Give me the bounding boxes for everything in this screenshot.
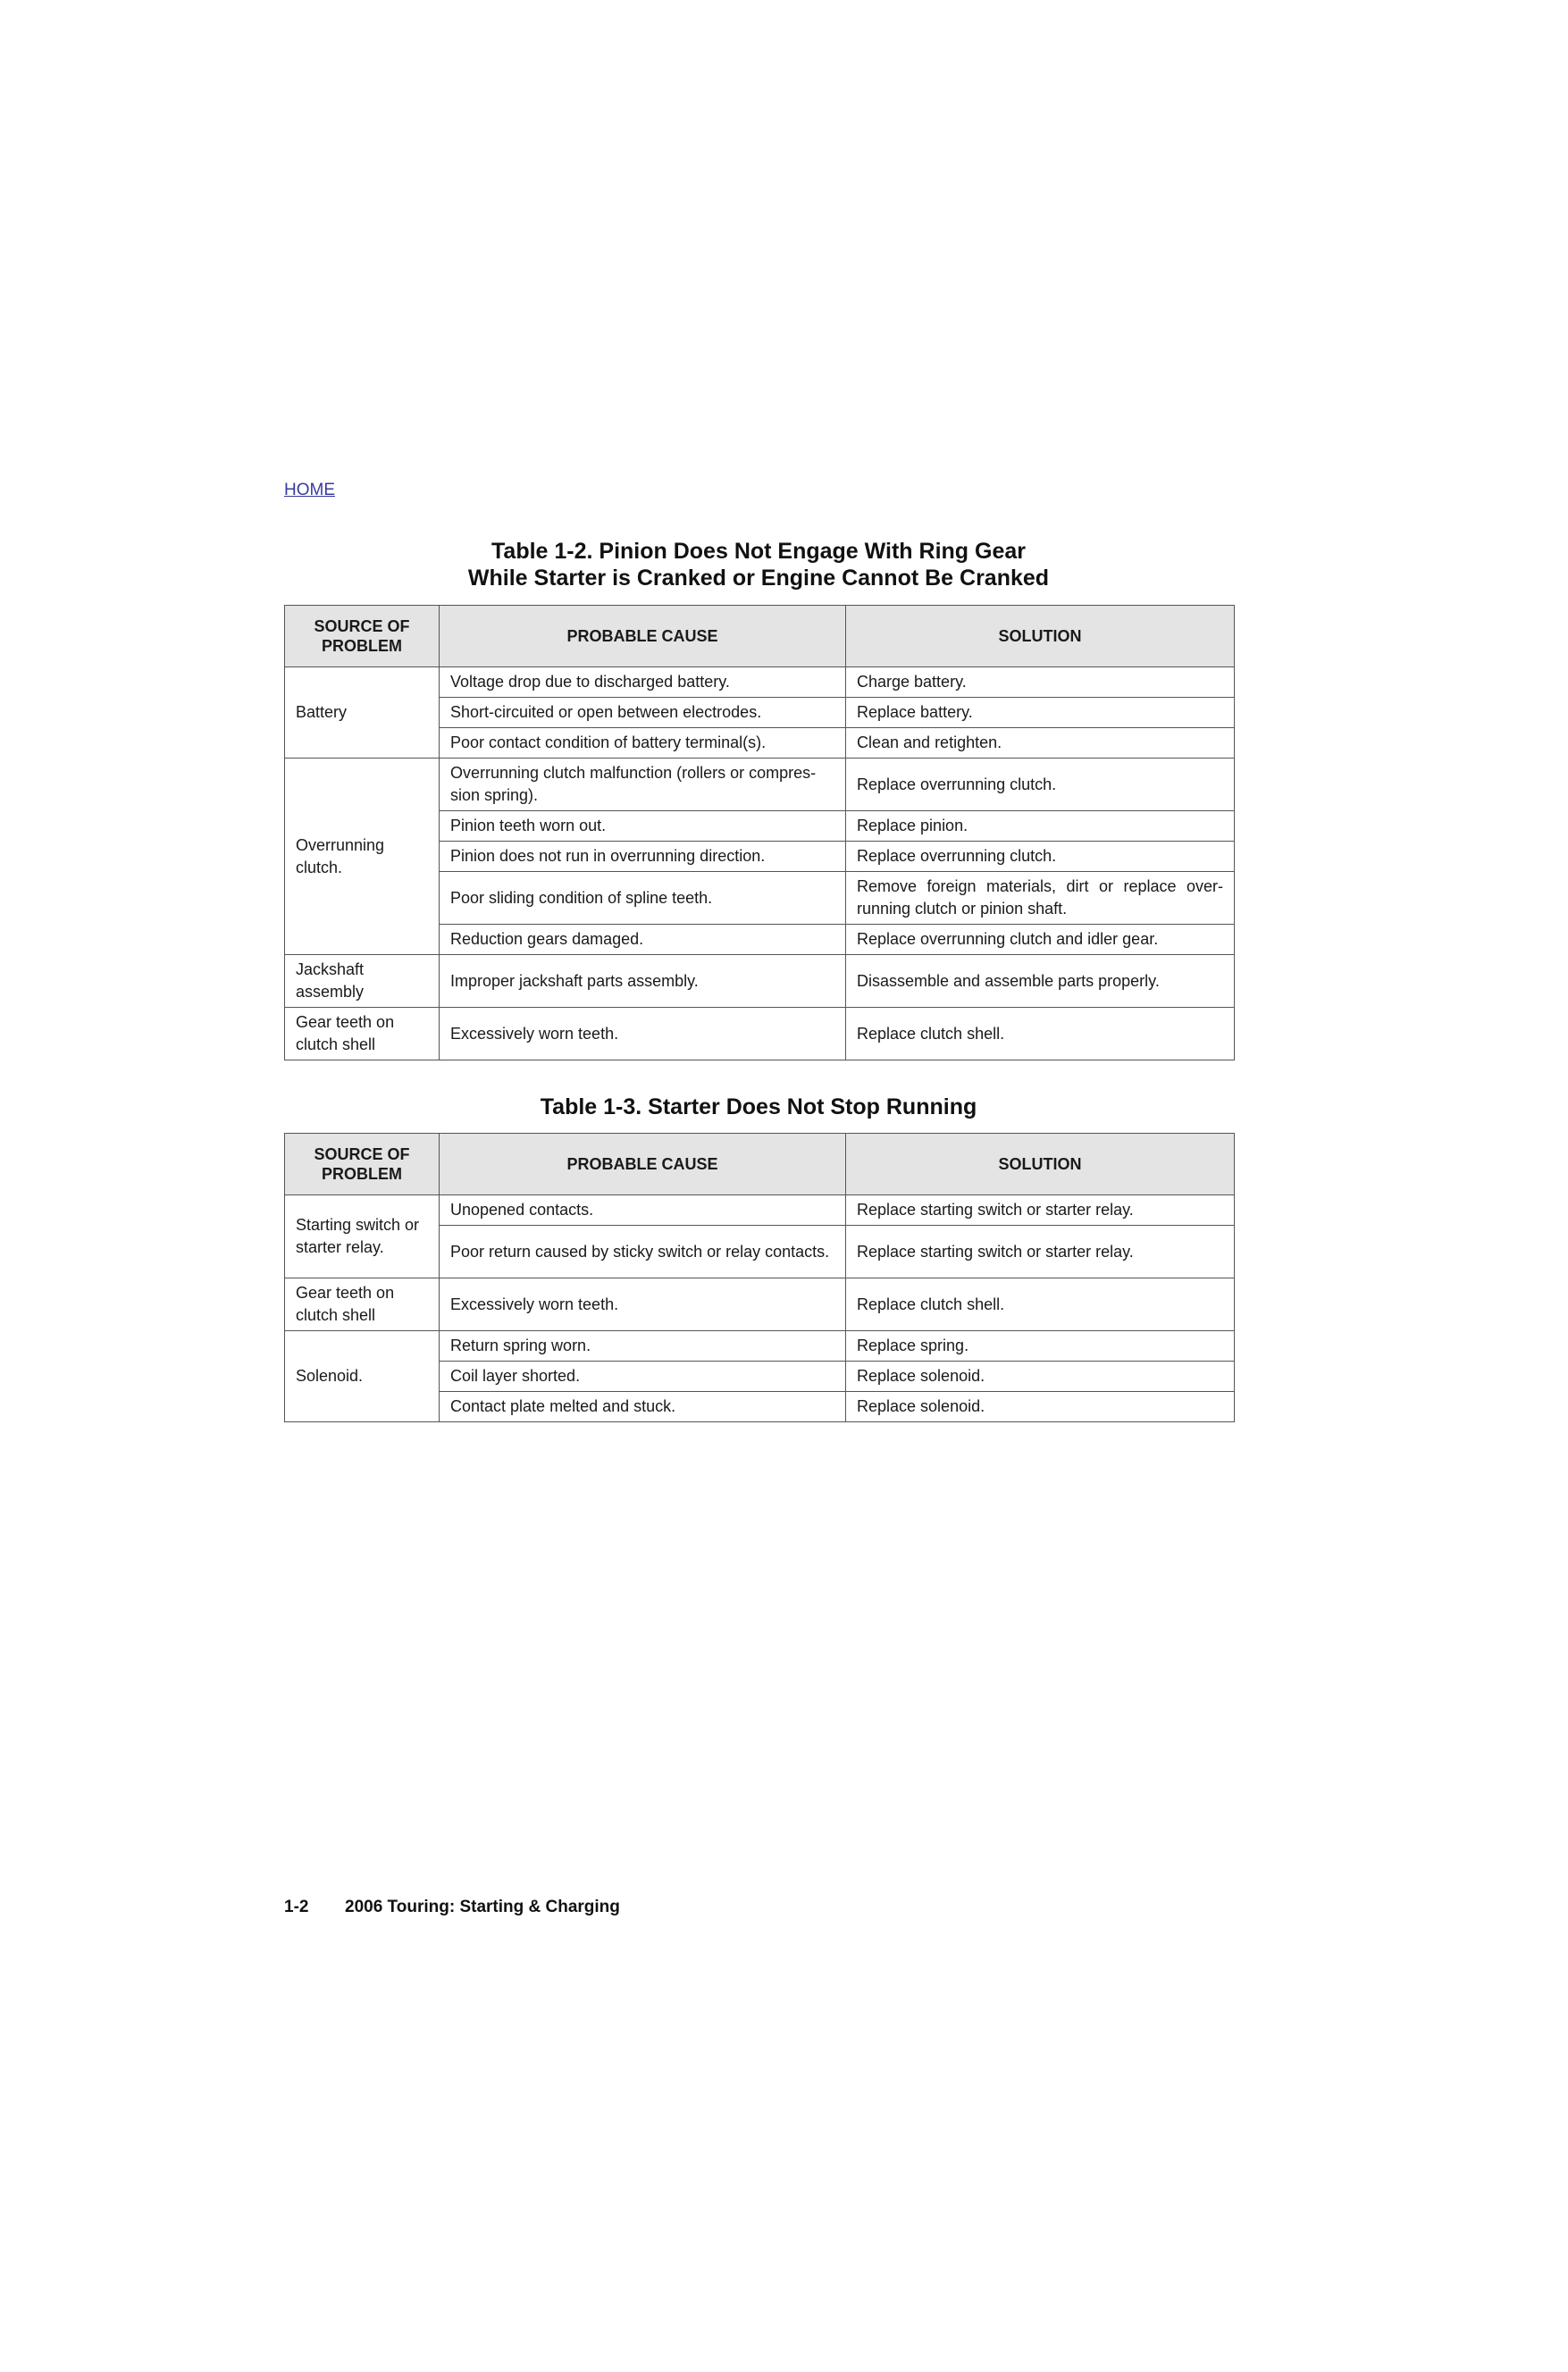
cause-cell: Excessively worn teeth.	[440, 1008, 846, 1060]
cause-cell: Reduction gears damaged.	[440, 925, 846, 955]
solution-cell: Charge battery.	[846, 667, 1235, 698]
cause-cell: Improper jackshaft parts assembly.	[440, 955, 846, 1008]
solution-cell: Replace overrunning clutch.	[846, 759, 1235, 811]
solution-cell: Replace clutch shell.	[846, 1278, 1235, 1331]
cause-cell: Poor sliding condition of spline teeth.	[440, 872, 846, 925]
solution-cell: Replace overrunning clutch and idler gear.	[846, 925, 1235, 955]
table-row	[285, 1278, 1235, 1331]
table-row	[285, 1331, 1235, 1362]
table-1-2-title-line1: Table 1-2. Pinion Does Not Engage With Ring Gear	[491, 539, 1026, 564]
cause-cell: Coil layer shorted.	[440, 1362, 846, 1392]
table-1-3-title	[284, 1094, 1233, 1120]
table-row	[285, 759, 1235, 811]
header-source: SOURCE OF PROBLEM	[285, 606, 440, 667]
solution-cell: Replace battery.	[846, 698, 1235, 728]
solution-cell: Replace spring.	[846, 1331, 1235, 1362]
source-cell: Gear teeth on clutch shell	[285, 1008, 440, 1060]
manual-title: 2006 Touring: Starting & Charging	[345, 1898, 620, 1916]
table-1-3	[284, 1133, 1235, 1422]
cause-cell: Excessively worn teeth.	[440, 1278, 846, 1331]
source-cell: Solenoid.	[285, 1331, 440, 1422]
solution-cell: Replace solenoid.	[846, 1392, 1235, 1422]
cause-cell: Overrunning clutch malfunction (rollers or compres-sion spring).	[440, 759, 846, 811]
source-cell: Jackshaft assembly	[285, 955, 440, 1008]
table-row	[285, 1008, 1235, 1060]
cause-cell: Short-circuited or open between electrodes.	[440, 698, 846, 728]
solution-cell: Replace starting switch or starter relay.	[846, 1195, 1235, 1226]
header-cause: PROBABLE CAUSE	[440, 1134, 846, 1195]
table-1-2	[284, 605, 1235, 1060]
solution-cell: Disassemble and assemble parts properly.	[846, 955, 1235, 1008]
source-cell: Starting switch or starter relay.	[285, 1195, 440, 1278]
solution-cell: Replace solenoid.	[846, 1362, 1235, 1392]
header-source: SOURCE OF PROBLEM	[285, 1134, 440, 1195]
cause-cell: Poor return caused by sticky switch or relay contacts.	[440, 1226, 846, 1278]
solution-cell: Clean and retighten.	[846, 728, 1235, 759]
cause-cell: Unopened contacts.	[440, 1195, 846, 1226]
solution-cell: Replace overrunning clutch.	[846, 842, 1235, 872]
table-1-2-title	[284, 538, 1233, 591]
cause-cell: Poor contact condition of battery terminal(s).	[440, 728, 846, 759]
cause-cell: Voltage drop due to discharged battery.	[440, 667, 846, 698]
source-cell: Gear teeth on clutch shell	[285, 1278, 440, 1331]
page-footer	[284, 1898, 620, 1917]
cause-cell: Pinion does not run in overrunning direction.	[440, 842, 846, 872]
cause-cell: Contact plate melted and stuck.	[440, 1392, 846, 1422]
table-header-row	[285, 1134, 1235, 1195]
source-cell: Battery	[285, 667, 440, 759]
cause-cell: Return spring worn.	[440, 1331, 846, 1362]
page-number: 1-2	[284, 1898, 309, 1916]
home-link[interactable]: HOME	[284, 481, 335, 499]
table-row	[285, 1195, 1235, 1226]
header-solution: SOLUTION	[846, 606, 1235, 667]
solution-cell: Replace starting switch or starter relay.	[846, 1226, 1235, 1278]
solution-cell: Replace pinion.	[846, 811, 1235, 842]
header-cause: PROBABLE CAUSE	[440, 606, 846, 667]
source-cell: Overrunning clutch.	[285, 759, 440, 955]
table-1-3-title-line: Table 1-3. Starter Does Not Stop Running	[540, 1094, 977, 1119]
table-row	[285, 955, 1235, 1008]
cause-cell: Pinion teeth worn out.	[440, 811, 846, 842]
table-row	[285, 667, 1235, 698]
table-header-row	[285, 606, 1235, 667]
table-1-2-title-line2: While Starter is Cranked or Engine Cannot Be Cranked	[467, 566, 1050, 591]
solution-cell: Remove foreign materials, dirt or replace over-running clutch or pinion shaft.	[846, 872, 1235, 925]
solution-cell: Replace clutch shell.	[846, 1008, 1235, 1060]
header-solution: SOLUTION	[846, 1134, 1235, 1195]
